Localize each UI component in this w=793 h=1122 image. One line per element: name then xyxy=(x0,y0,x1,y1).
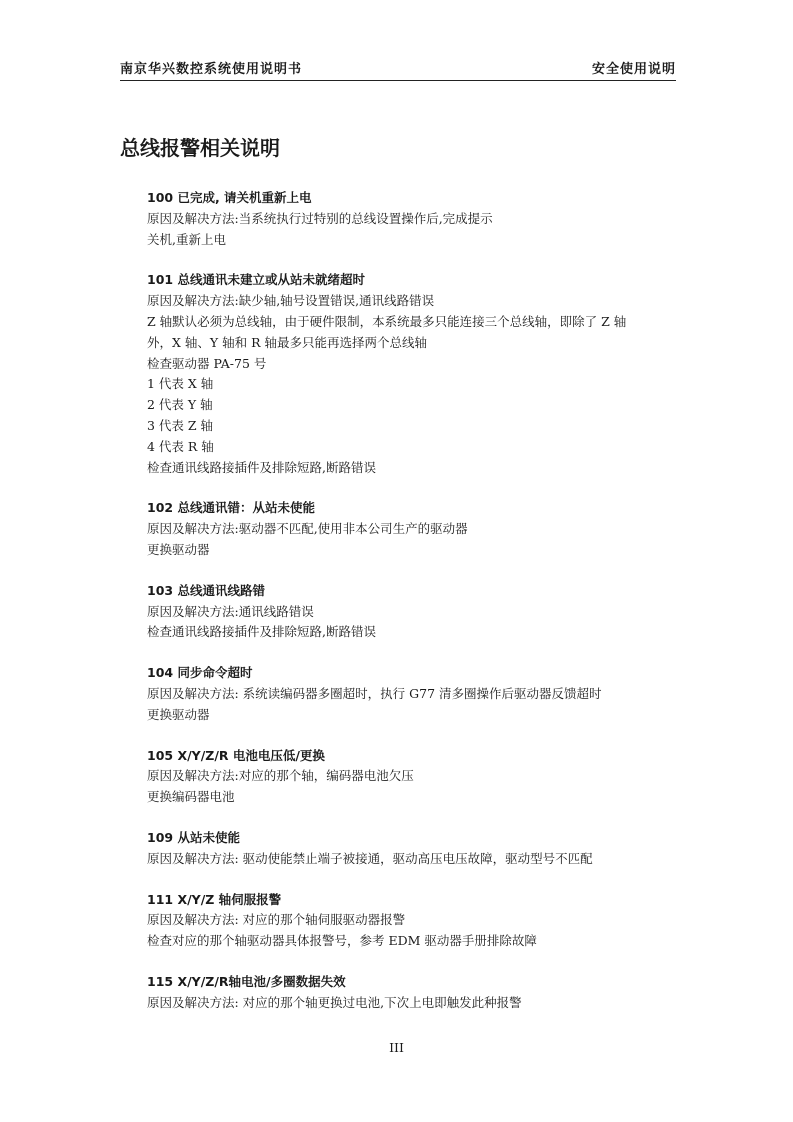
alarm-text-line: 原因及解决方法: 对应的那个轴更换过电池,下次上电即触发此种报警 xyxy=(147,994,522,1010)
alarm-text-line: 3 代表 Z 轴 xyxy=(147,417,214,433)
alarm-text-line: 4 代表 R 轴 xyxy=(147,438,214,454)
alarm-text-line: 1 代表 X 轴 xyxy=(147,376,214,392)
page-header xyxy=(120,58,676,81)
alarm-heading: 115 X/Y/Z/R轴电池/多圈数据失效 xyxy=(147,973,346,989)
alarm-text-line: 原因及解决方法:当系统执行过特别的总线设置操作后,完成提示 xyxy=(147,210,493,226)
page-title: 总线报警相关说明 xyxy=(120,136,280,160)
alarm-heading: 101 总线通讯未建立或从站未就绪超时 xyxy=(147,272,365,288)
alarm-heading: 111 X/Y/Z 轴伺服报警 xyxy=(147,891,282,907)
alarm-text-line: 2 代表 Y 轴 xyxy=(147,397,213,413)
alarm-text-line: 原因及解决方法:缺少轴,轴号设置错误,通讯线路错误 xyxy=(147,293,435,309)
alarm-text-line: 原因及解决方法: 系统读编码器多圈超时，执行 G77 清多圈操作后驱动器反馈超时 xyxy=(147,685,602,701)
alarm-section xyxy=(147,890,677,952)
alarm-text-line: Z 轴默认必须为总线轴，由于硬件限制，本系统最多只能连接三个总线轴，即除了 Z 轴 xyxy=(147,313,627,329)
alarm-section xyxy=(147,498,677,560)
alarm-text-line: 检查驱动器 PA-75 号 xyxy=(147,355,267,371)
alarm-heading: 103 总线通讯线路错 xyxy=(147,582,265,598)
alarm-text-line: 检查对应的那个轴驱动器具体报警号，参考 EDM 驱动器手册排除故障 xyxy=(147,933,537,949)
alarm-text-line: 原因及解决方法: 对应的那个轴伺服驱动器报警 xyxy=(147,912,406,928)
alarm-section xyxy=(147,581,677,643)
header-manual-title: 南京华兴数控系统使用说明书 xyxy=(120,62,303,77)
alarm-text-line: 原因及解决方法:驱动器不匹配,使用非本公司生产的驱动器 xyxy=(147,521,468,537)
alarm-text-line: 关机,重新上电 xyxy=(147,231,226,247)
alarm-section xyxy=(147,188,677,250)
alarm-text-line: 检查通讯线路接插件及排除短路,断路错误 xyxy=(147,459,376,475)
alarm-heading: 109 从站未使能 xyxy=(147,829,240,845)
alarm-heading: 102 总线通讯错：从站未使能 xyxy=(147,500,315,516)
alarm-text-line: 原因及解决方法:对应的那个轴，编码器电池欠压 xyxy=(147,768,414,784)
alarm-text-line: 更换驱动器 xyxy=(147,541,210,557)
alarm-section xyxy=(147,972,677,1014)
page-number: III xyxy=(389,1040,404,1055)
alarm-text-line: 原因及解决方法:通讯线路错误 xyxy=(147,603,314,619)
alarm-section xyxy=(147,270,677,478)
alarm-section xyxy=(147,663,677,725)
alarm-heading: 100 已完成, 请关机重新上电 xyxy=(147,190,312,205)
alarm-heading: 105 X/Y/Z/R 电池电压低/更换 xyxy=(147,747,325,763)
alarm-section xyxy=(147,828,677,870)
alarm-list xyxy=(147,188,677,1034)
alarm-text-line: 更换编码器电池 xyxy=(147,789,235,805)
alarm-text-line: 更换驱动器 xyxy=(147,706,210,722)
alarm-text-line: 外，X 轴、Y 轴和 R 轴最多只能再选择两个总线轴 xyxy=(147,334,427,350)
alarm-heading: 104 同步命令超时 xyxy=(147,665,253,681)
alarm-section xyxy=(147,746,677,808)
alarm-text-line: 检查通讯线路接插件及排除短路,断路错误 xyxy=(147,624,376,640)
alarm-text-line: 原因及解决方法: 驱动使能禁止端子被接通，驱动高压电压故障，驱动型号不匹配 xyxy=(147,850,593,866)
header-section-title: 安全使用说明 xyxy=(591,62,676,77)
